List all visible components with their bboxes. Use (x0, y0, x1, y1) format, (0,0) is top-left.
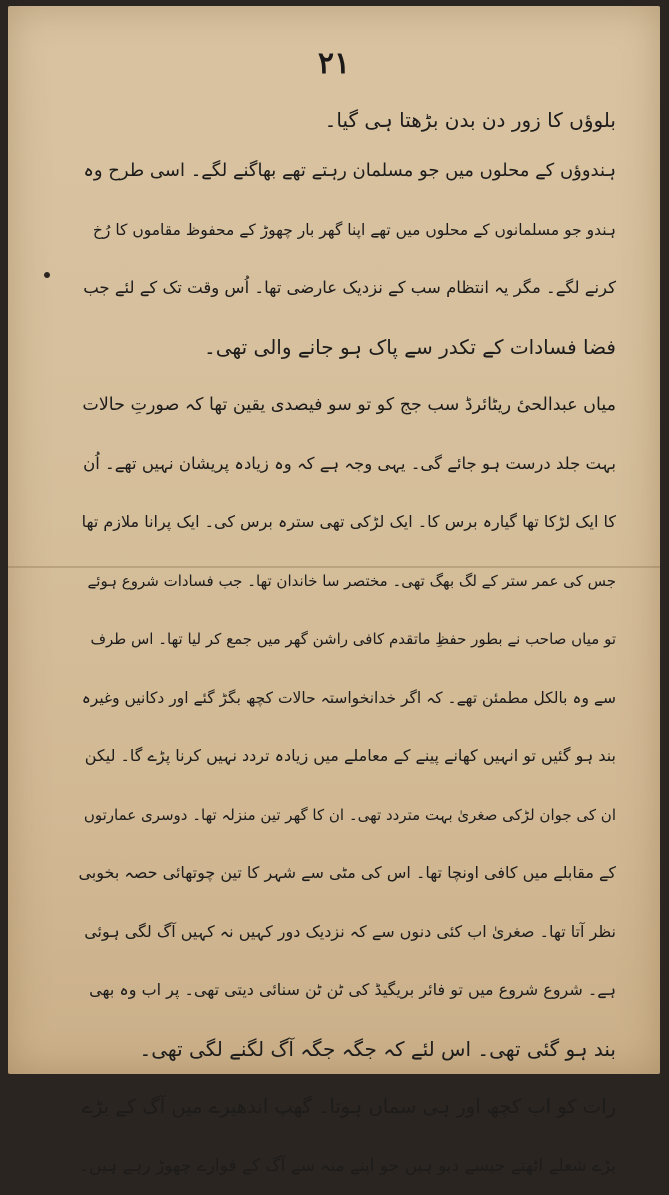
manuscript-page (8, 6, 660, 1074)
text-line: رات کو اب کچھ اور ہی سماں ہوتا۔ گھپ اندھیرے میں آگ کے بڑے (78, 1078, 616, 1137)
text-line: جس کی عمر ستر کے لگ بھگ تھی۔ مختصر سا خاندان تھا۔ جب فسادات شروع ہوئے (78, 552, 616, 611)
ink-dot (44, 272, 50, 278)
text-line: سے وہ بالکل مطمئن تھے۔ کہ اگر خدانخواستہ حالات کچھ بگڑ گئے اور دکانیں وغیرہ (78, 669, 616, 728)
text-line: ان کی جوان لڑکی صغریٰ بہت متردد تھی۔ ان کا گھر تین منزلہ تھا۔ دوسری عمارتوں (78, 786, 616, 845)
text-line: کرنے لگے۔ مگر یہ انتظام سب کے نزدیک عارضی تھا۔ اُس وقت تک کے لئے جب (78, 259, 616, 318)
text-line: کے مقابلے میں کافی اونچا تھا۔ اس کی مٹی سے شہر کا تین چوتھائی حصہ بخوبی (78, 844, 616, 903)
text-line: نظر آتا تھا۔ صغریٰ اب کئی دنوں سے کہ نزدیک دور کہیں نہ کہیں آگ لگی ہوئی (78, 903, 616, 962)
page-number: ۲۱ (8, 46, 660, 81)
text-line: ہندو جو مسلمانوں کے محلوں میں تھے اپنا گھر بار چھوڑ کے محفوظ مقاموں کا رُخ (78, 201, 616, 260)
text-line: بند ہو گئیں تو انہیں کھانے پینے کے معاملے میں زیادہ تردد نہیں کرنا پڑے گا۔ لیکن (78, 727, 616, 786)
text-line: بلوؤں کا زور دن بدن بڑھتا ہی گیا۔ (78, 98, 616, 142)
text-line: بڑے شعلے اٹھتے جیسے دیو ہیں جو اپنے منہ سے آگ کے فوارے چھوڑ رہے ہیں۔ (78, 1137, 616, 1195)
text-line: ہندوؤں کے محلوں میں جو مسلمان رہتے تھے بھاگنے لگے۔ اسی طرح وہ (78, 142, 616, 201)
page-text (78, 98, 616, 1195)
text-line: تو میاں صاحب نے بطور حفظِ ماتقدم کافی راشن گھر میں جمع کر لیا تھا۔ اس طرف (78, 610, 616, 669)
text-line: میاں عبدالحیٔ ریٹائرڈ سب جج کو تو سو فیصدی یقین تھا کہ صورتِ حالات (78, 376, 616, 435)
text-line: بہت جلد درست ہو جائے گی۔ یہی وجہ ہے کہ وہ زیادہ پریشان نہیں تھے۔ اُن (78, 435, 616, 494)
text-line: فضا فسادات کے تکدر سے پاک ہو جانے والی تھی۔ (78, 318, 616, 377)
text-line: بند ہو گئی تھی۔ اس لئے کہ جگہ جگہ آگ لگنے لگی تھی۔ (78, 1020, 616, 1079)
text-line: کا ایک لڑکا تھا گیارہ برس کا۔ ایک لڑکی تھی سترہ برس کی۔ ایک پرانا ملازم تھا (78, 493, 616, 552)
text-line: ہے۔ شروع شروع میں تو فائر بریگیڈ کی ٹن ٹن سنائی دیتی تھی۔ پر اب وہ بھی (78, 961, 616, 1020)
